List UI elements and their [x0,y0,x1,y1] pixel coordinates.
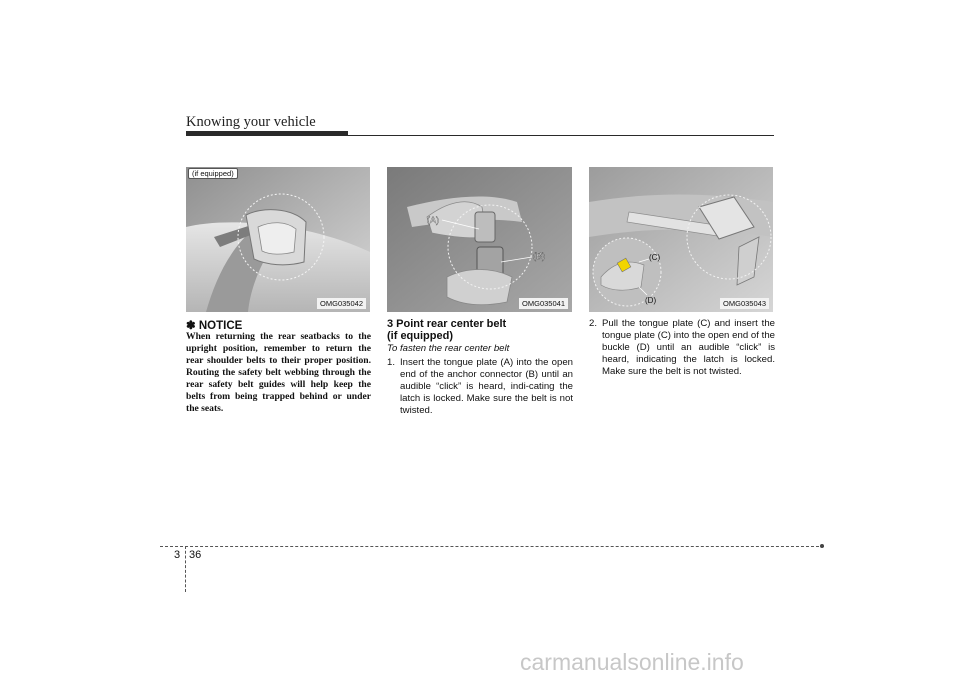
step-number: 1. [387,357,396,368]
section-heading [387,318,577,342]
watermark: carmanualsonline.info [520,649,744,675]
notice-heading: NOTICE [198,320,243,332]
notice-icon: ✽ [186,320,196,332]
callout-a: (A) [427,215,439,225]
callout-d: (D) [645,296,657,305]
footer-rule [160,546,824,547]
chapter-number: 3 [174,549,181,561]
figure-belt-guide [186,167,370,312]
notice-body: When returning the rear seatbacks to the upright position, remember to return the rear shoulder belts to their proper position. Routing the safety belt webbing through the rear safety belt guides will help keep the belts from being trapped behind or under the seats. [186,331,371,414]
step-number: 2. [589,318,598,329]
figure-anchor-connector [387,167,572,312]
figure-code: OMG035041 [519,298,568,309]
step-text: Pull the tongue plate (C) and insert the tongue plate (C) into the open end of the buckle (D) until an audible “click” is heard, indicating the latch is locked. Make sure the belt is not twisted. [602,318,775,377]
callout-c: (C) [649,253,661,262]
callout-b: (B) [533,251,545,261]
if-equipped-badge: (if equipped) [188,168,238,179]
figure-buckle [589,167,773,312]
heading-line-2: (if equipped) [387,330,453,342]
figure-code: OMG035042 [317,298,366,309]
step-text: Insert the tongue plate (A) into the open end of the anchor connector (B) until an audible “click” is heard, indi-cating the latch is locked. Make sure the belt is not twisted. [400,357,573,416]
header-rule [186,135,774,136]
page-number: 36 [189,549,202,561]
page-section-title: Knowing your vehicle [186,114,316,130]
heading-line-1: 3 Point rear center belt [387,318,507,330]
anchor-connector-illustration [387,167,572,312]
section-subtitle: To fasten the rear center belt [387,343,510,354]
footer-divider [185,546,186,592]
belt-guide-illustration [186,167,370,312]
buckle-illustration [589,167,773,312]
footer-marker [820,544,824,548]
instruction-step-1 [387,357,573,417]
figure-code: OMG035043 [720,298,769,309]
notice-title [186,318,242,332]
instruction-step-2 [589,318,775,378]
